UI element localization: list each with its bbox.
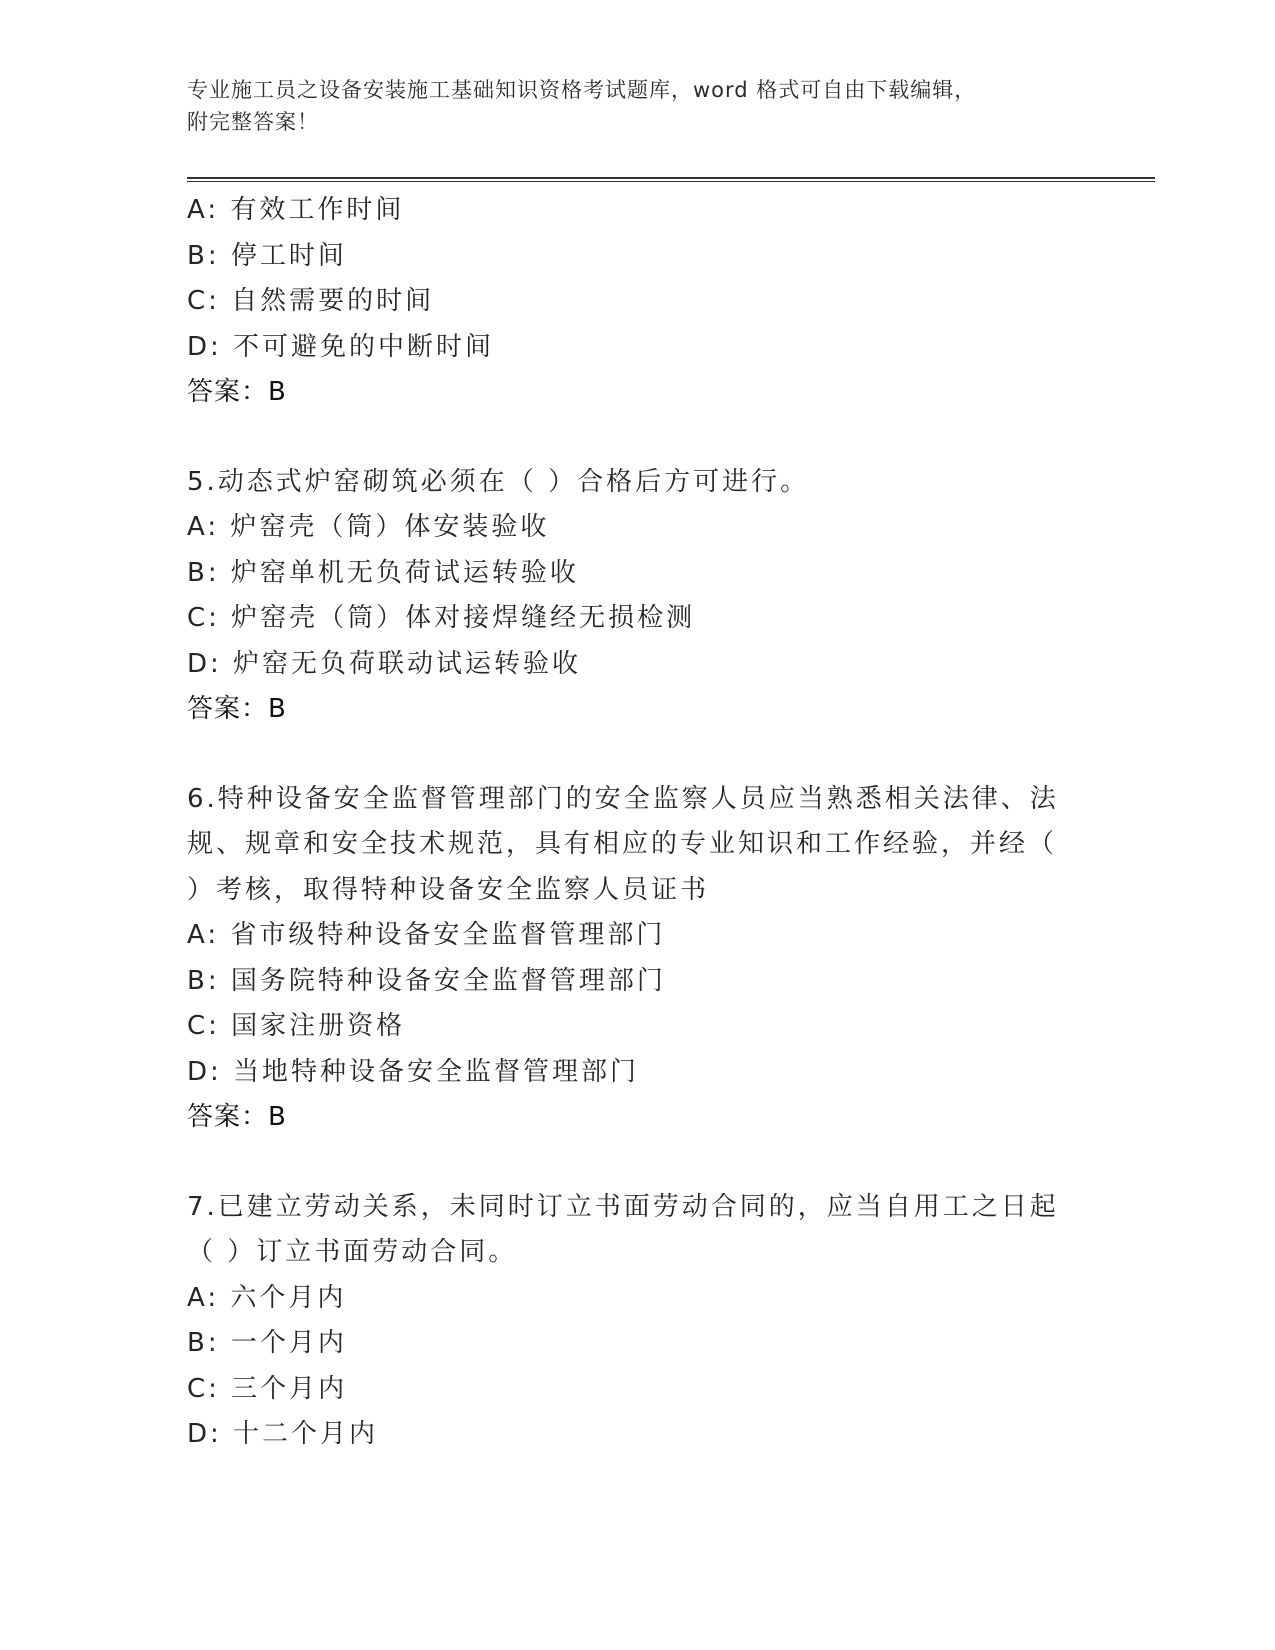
answer: 答案：B [187, 377, 287, 407]
spacer [187, 733, 1087, 777]
question-stem: 5.动态式炉窑砌筑必须在（ ）合格后方可进行。 [187, 466, 810, 497]
option-d: D: 不可避免的中断时间 [187, 331, 495, 362]
option-b: B: 一个月内 [187, 1328, 347, 1358]
question-stem-line-2: 规、规章和安全技术规范，具有相应的专业知识和工作经验，并经（ [187, 829, 1058, 859]
header-divider [187, 177, 1155, 182]
option-c: C: 三个月内 [187, 1373, 348, 1404]
question-stem-line-2: （ ）订立书面劳动合同。 [187, 1237, 518, 1267]
question-stem-line-1: 7.已建立劳动关系，未同时订立书面劳动合同的，应当自用工之日起 [187, 1191, 1059, 1222]
spacer [187, 416, 1087, 460]
document-header [187, 74, 1087, 138]
header-line-2: 附完整答案！ [187, 110, 319, 134]
question-4 [187, 188, 1087, 416]
option-b: B: 停工时间 [187, 240, 347, 271]
answer: 答案：B [187, 1102, 287, 1132]
option-a: A: 有效工作时间 [187, 195, 405, 225]
answer: 答案：B [187, 694, 287, 724]
question-5 [187, 460, 1087, 733]
spacer [187, 1141, 1087, 1185]
option-d: D: 十二个月内 [187, 1419, 379, 1449]
option-c: C: 炉窑壳（筒）体对接焊缝经无损检测 [187, 603, 696, 633]
option-b: B: 国务院特种设备安全监督管理部门 [187, 965, 666, 996]
question-list [187, 188, 1087, 1458]
option-a: A: 六个月内 [187, 1282, 347, 1313]
option-d: D: 炉窑无负荷联动试运转验收 [187, 648, 582, 679]
question-6 [187, 777, 1087, 1141]
header-line-1: 专业施工员之设备安装施工基础知识资格考试题库，word 格式可自由下载编辑， [187, 78, 977, 102]
question-7 [187, 1185, 1087, 1458]
option-c: C: 自然需要的时间 [187, 286, 435, 316]
option-a: A: 省市级特种设备安全监督管理部门 [187, 920, 666, 950]
question-stem-line-3: ）考核，取得特种设备安全监察人员证书 [187, 874, 710, 905]
option-a: A: 炉窑壳（筒）体安装验收 [187, 512, 550, 542]
option-c: C: 国家注册资格 [187, 1011, 406, 1041]
option-d: D: 当地特种设备安全监督管理部门 [187, 1056, 640, 1087]
question-stem-line-1: 6.特种设备安全监督管理部门的安全监察人员应当熟悉相关法律、法 [187, 783, 1059, 814]
option-b: B: 炉窑单机无负荷试运转验收 [187, 557, 579, 588]
